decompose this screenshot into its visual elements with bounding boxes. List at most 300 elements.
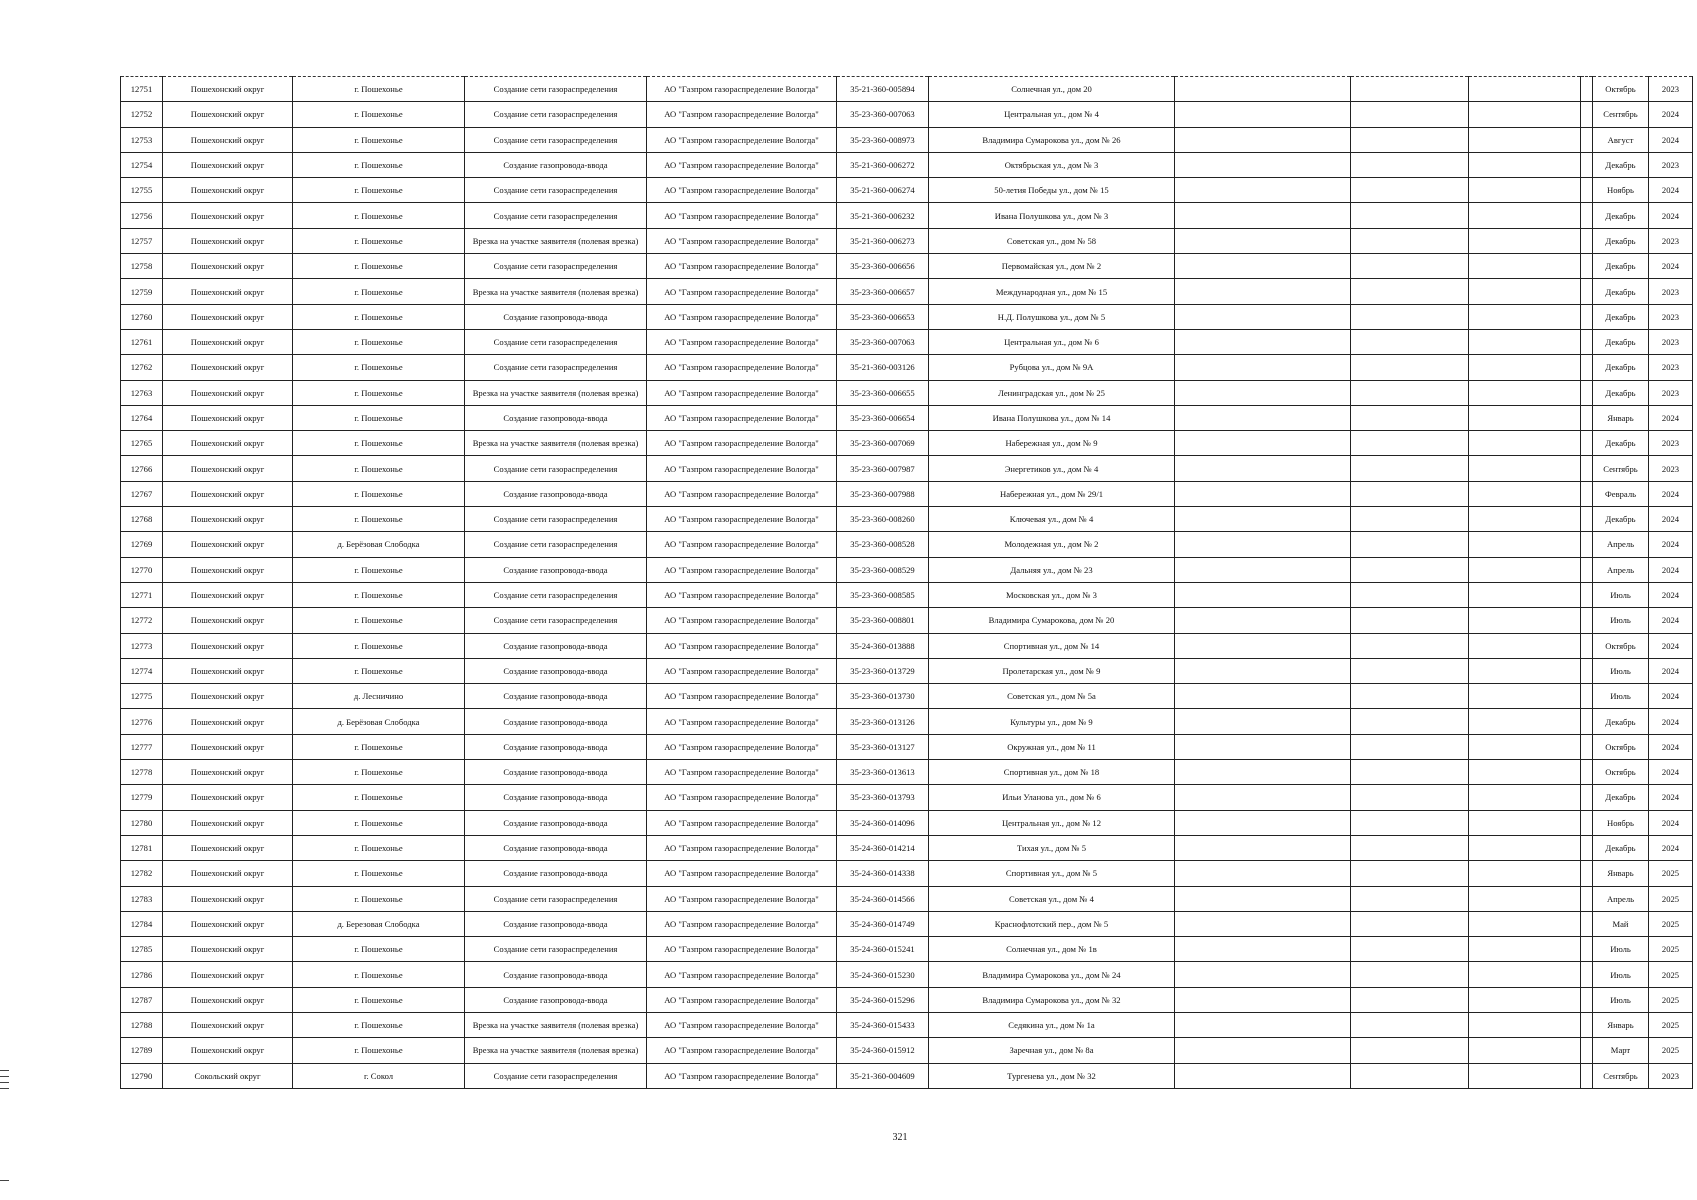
cell-operator: АО "Газпром газораспределение Вологда": [647, 329, 837, 354]
cell-c11: [1581, 152, 1593, 177]
cell-work_type: Создание газопровода-ввода: [465, 962, 647, 987]
cell-c9: [1351, 481, 1469, 506]
cell-work_type: Создание сети газораспределения: [465, 355, 647, 380]
cell-year: 2024: [1649, 102, 1693, 127]
cell-year: 2023: [1649, 228, 1693, 253]
cell-c8: [1175, 507, 1351, 532]
cell-locality: г. Пошехонье: [293, 279, 465, 304]
cell-work_type: Создание сети газораспределения: [465, 608, 647, 633]
cell-district: Пошехонский округ: [163, 684, 293, 709]
table-row: [121, 254, 1693, 279]
cell-address: Энергетиков ул., дом № 4: [929, 456, 1175, 481]
cell-cadastral_no: 35-23-360-008585: [837, 582, 929, 607]
cell-num: 12787: [121, 987, 163, 1012]
cell-cadastral_no: 35-23-360-013793: [837, 785, 929, 810]
cell-month: Май: [1593, 911, 1649, 936]
cell-cadastral_no: 35-23-360-008973: [837, 127, 929, 152]
cell-operator: АО "Газпром газораспределение Вологда": [647, 279, 837, 304]
cell-c10: [1469, 380, 1581, 405]
cell-district: Пошехонский округ: [163, 178, 293, 203]
cell-year: 2024: [1649, 633, 1693, 658]
table-row: [121, 658, 1693, 683]
cell-year: 2024: [1649, 481, 1693, 506]
cell-c8: [1175, 228, 1351, 253]
cell-operator: АО "Газпром газораспределение Вологда": [647, 582, 837, 607]
cell-cadastral_no: 35-23-360-006655: [837, 380, 929, 405]
cell-work_type: Создание газопровода-ввода: [465, 911, 647, 936]
cell-month: Апрель: [1593, 557, 1649, 582]
cell-num: 12762: [121, 355, 163, 380]
table-row: [121, 203, 1693, 228]
cell-address: Солнечная ул., дом 20: [929, 77, 1175, 102]
cell-c8: [1175, 684, 1351, 709]
cell-year: 2025: [1649, 1012, 1693, 1037]
cell-work_type: Врезка на участке заявителя (полевая врезка): [465, 228, 647, 253]
cell-c9: [1351, 658, 1469, 683]
cell-work_type: Создание сети газораспределения: [465, 937, 647, 962]
table-row: [121, 760, 1693, 785]
cell-c8: [1175, 760, 1351, 785]
cell-c11: [1581, 127, 1593, 152]
cell-operator: АО "Газпром газораспределение Вологда": [647, 557, 837, 582]
cell-locality: г. Пошехонье: [293, 962, 465, 987]
table-row: [121, 1063, 1693, 1088]
cell-c8: [1175, 304, 1351, 329]
cell-c10: [1469, 127, 1581, 152]
cell-district: Пошехонский округ: [163, 861, 293, 886]
cell-num: 12767: [121, 481, 163, 506]
cell-c8: [1175, 380, 1351, 405]
cell-address: Владимира Сумарокова ул., дом № 26: [929, 127, 1175, 152]
cell-month: Декабрь: [1593, 355, 1649, 380]
cell-year: 2023: [1649, 456, 1693, 481]
table-row: [121, 608, 1693, 633]
cell-c8: [1175, 355, 1351, 380]
cell-num: 12778: [121, 760, 163, 785]
cell-c9: [1351, 937, 1469, 962]
cell-num: 12776: [121, 709, 163, 734]
cell-address: Седякина ул., дом № 1а: [929, 1012, 1175, 1037]
cell-operator: АО "Газпром газораспределение Вологда": [647, 633, 837, 658]
scan-edge-mark: [0, 1070, 9, 1071]
cell-c10: [1469, 886, 1581, 911]
cell-address: Ленинградская ул., дом № 25: [929, 380, 1175, 405]
cell-operator: АО "Газпром газораспределение Вологда": [647, 532, 837, 557]
cell-district: Пошехонский округ: [163, 582, 293, 607]
cell-locality: г. Пошехонье: [293, 886, 465, 911]
cell-c10: [1469, 557, 1581, 582]
cell-year: 2025: [1649, 861, 1693, 886]
cell-operator: АО "Газпром газораспределение Вологда": [647, 77, 837, 102]
cell-month: Сентябрь: [1593, 1063, 1649, 1088]
cell-cadastral_no: 35-21-360-006272: [837, 152, 929, 177]
cell-address: Владимира Сумарокова ул., дом № 24: [929, 962, 1175, 987]
cell-c8: [1175, 77, 1351, 102]
cell-district: Пошехонский округ: [163, 481, 293, 506]
cell-year: 2024: [1649, 127, 1693, 152]
cell-work_type: Создание сети газораспределения: [465, 102, 647, 127]
cell-c8: [1175, 127, 1351, 152]
cell-c9: [1351, 1012, 1469, 1037]
cell-district: Пошехонский округ: [163, 152, 293, 177]
cell-locality: г. Пошехонье: [293, 557, 465, 582]
cell-c10: [1469, 152, 1581, 177]
cell-cadastral_no: 35-24-360-015230: [837, 962, 929, 987]
table-row: [121, 456, 1693, 481]
cell-operator: АО "Газпром газораспределение Вологда": [647, 254, 837, 279]
cell-district: Пошехонский округ: [163, 810, 293, 835]
cell-work_type: Создание газопровода-ввода: [465, 304, 647, 329]
cell-c10: [1469, 608, 1581, 633]
cell-operator: АО "Газпром газораспределение Вологда": [647, 304, 837, 329]
cell-district: Пошехонский округ: [163, 1038, 293, 1063]
table-row: [121, 380, 1693, 405]
cell-num: 12783: [121, 886, 163, 911]
cell-work_type: Создание газопровода-ввода: [465, 734, 647, 759]
cell-num: 12789: [121, 1038, 163, 1063]
cell-c8: [1175, 178, 1351, 203]
cell-month: Сентябрь: [1593, 456, 1649, 481]
cell-work_type: Создание газопровода-ввода: [465, 861, 647, 886]
cell-c9: [1351, 254, 1469, 279]
cell-c10: [1469, 861, 1581, 886]
cell-locality: г. Пошехонье: [293, 1012, 465, 1037]
cell-year: 2023: [1649, 329, 1693, 354]
cell-c8: [1175, 810, 1351, 835]
cell-c10: [1469, 1038, 1581, 1063]
cell-operator: АО "Газпром газораспределение Вологда": [647, 1038, 837, 1063]
cell-c11: [1581, 507, 1593, 532]
cell-work_type: Создание сети газораспределения: [465, 254, 647, 279]
cell-work_type: Создание сети газораспределения: [465, 582, 647, 607]
table-row: [121, 507, 1693, 532]
cell-address: Солнечная ул., дом № 1в: [929, 937, 1175, 962]
cell-locality: г. Пошехонье: [293, 937, 465, 962]
cell-num: 12761: [121, 329, 163, 354]
cell-c8: [1175, 329, 1351, 354]
cell-district: Пошехонский округ: [163, 102, 293, 127]
cell-num: 12751: [121, 77, 163, 102]
cell-num: 12764: [121, 405, 163, 430]
cell-c10: [1469, 1063, 1581, 1088]
cell-address: Советская ул., дом № 58: [929, 228, 1175, 253]
cell-year: 2025: [1649, 937, 1693, 962]
cell-district: Пошехонский округ: [163, 304, 293, 329]
cell-cadastral_no: 35-24-360-015241: [837, 937, 929, 962]
cell-c9: [1351, 911, 1469, 936]
cell-c9: [1351, 734, 1469, 759]
cell-c10: [1469, 304, 1581, 329]
cell-c8: [1175, 532, 1351, 557]
cell-year: 2024: [1649, 835, 1693, 860]
cell-work_type: Создание сети газораспределения: [465, 456, 647, 481]
cell-cadastral_no: 35-24-360-014566: [837, 886, 929, 911]
cell-cadastral_no: 35-23-360-007063: [837, 329, 929, 354]
cell-c10: [1469, 760, 1581, 785]
cell-c8: [1175, 987, 1351, 1012]
cell-month: Декабрь: [1593, 279, 1649, 304]
cell-district: Пошехонский округ: [163, 911, 293, 936]
cell-work_type: Создание сети газораспределения: [465, 1063, 647, 1088]
cell-num: 12790: [121, 1063, 163, 1088]
cell-address: Окружная ул., дом № 11: [929, 734, 1175, 759]
cell-c11: [1581, 962, 1593, 987]
table-row: [121, 1038, 1693, 1063]
table-row: [121, 911, 1693, 936]
cell-district: Пошехонский округ: [163, 254, 293, 279]
cell-address: Спортивная ул., дом № 14: [929, 633, 1175, 658]
cell-address: Рубцова ул., дом № 9А: [929, 355, 1175, 380]
cell-c10: [1469, 633, 1581, 658]
cell-year: 2025: [1649, 1038, 1693, 1063]
cell-month: Апрель: [1593, 532, 1649, 557]
cell-locality: д. Берёзовая Слободка: [293, 532, 465, 557]
cell-c11: [1581, 178, 1593, 203]
cell-c8: [1175, 886, 1351, 911]
cell-c8: [1175, 431, 1351, 456]
cell-c8: [1175, 254, 1351, 279]
table-row: [121, 557, 1693, 582]
cell-district: Пошехонский округ: [163, 835, 293, 860]
cell-operator: АО "Газпром газораспределение Вологда": [647, 380, 837, 405]
cell-c8: [1175, 456, 1351, 481]
cell-work_type: Создание газопровода-ввода: [465, 405, 647, 430]
cell-c11: [1581, 456, 1593, 481]
cell-work_type: Создание газопровода-ввода: [465, 835, 647, 860]
cell-address: Центральная ул., дом № 4: [929, 102, 1175, 127]
cell-month: Декабрь: [1593, 507, 1649, 532]
cell-c9: [1351, 1063, 1469, 1088]
cell-c8: [1175, 608, 1351, 633]
cell-address: Советская ул., дом № 5а: [929, 684, 1175, 709]
cell-c8: [1175, 734, 1351, 759]
cell-c8: [1175, 557, 1351, 582]
cell-locality: г. Пошехонье: [293, 405, 465, 430]
cell-locality: д. Березовая Слободка: [293, 911, 465, 936]
cell-c9: [1351, 684, 1469, 709]
cell-work_type: Врезка на участке заявителя (полевая врезка): [465, 279, 647, 304]
cell-locality: д. Лесничино: [293, 684, 465, 709]
table-row: [121, 785, 1693, 810]
cell-num: 12769: [121, 532, 163, 557]
cell-year: 2023: [1649, 77, 1693, 102]
cell-locality: г. Пошехонье: [293, 507, 465, 532]
cell-address: Краснофлотский пер., дом № 5: [929, 911, 1175, 936]
cell-work_type: Врезка на участке заявителя (полевая врезка): [465, 431, 647, 456]
cell-c10: [1469, 835, 1581, 860]
cell-address: Молодежная ул., дом № 2: [929, 532, 1175, 557]
table-row: [121, 102, 1693, 127]
cell-work_type: Создание сети газораспределения: [465, 203, 647, 228]
table-row: [121, 279, 1693, 304]
cell-year: 2023: [1649, 1063, 1693, 1088]
cell-address: Советская ул., дом № 4: [929, 886, 1175, 911]
cell-c11: [1581, 405, 1593, 430]
cell-district: Пошехонский округ: [163, 405, 293, 430]
cell-work_type: Создание газопровода-ввода: [465, 785, 647, 810]
cell-c9: [1351, 861, 1469, 886]
cell-c9: [1351, 557, 1469, 582]
cell-c9: [1351, 178, 1469, 203]
table-row: [121, 405, 1693, 430]
cell-c9: [1351, 102, 1469, 127]
cell-year: 2024: [1649, 608, 1693, 633]
cell-c9: [1351, 405, 1469, 430]
cell-work_type: Врезка на участке заявителя (полевая врезка): [465, 1038, 647, 1063]
cell-c10: [1469, 1012, 1581, 1037]
cell-c10: [1469, 254, 1581, 279]
cell-c9: [1351, 760, 1469, 785]
cell-num: 12753: [121, 127, 163, 152]
cell-work_type: Создание сети газораспределения: [465, 507, 647, 532]
cell-c11: [1581, 203, 1593, 228]
cell-locality: г. Пошехонье: [293, 582, 465, 607]
cell-c10: [1469, 658, 1581, 683]
cell-operator: АО "Газпром газораспределение Вологда": [647, 684, 837, 709]
cell-operator: АО "Газпром газораспределение Вологда": [647, 987, 837, 1012]
cell-cadastral_no: 35-24-360-014214: [837, 835, 929, 860]
cell-c11: [1581, 987, 1593, 1012]
cell-c11: [1581, 1063, 1593, 1088]
cell-c11: [1581, 734, 1593, 759]
cell-c11: [1581, 709, 1593, 734]
cell-c11: [1581, 911, 1593, 936]
cell-month: Октябрь: [1593, 77, 1649, 102]
cell-num: 12759: [121, 279, 163, 304]
cell-address: Спортивная ул., дом № 18: [929, 760, 1175, 785]
cell-work_type: Создание газопровода-ввода: [465, 684, 647, 709]
cell-district: Пошехонский округ: [163, 886, 293, 911]
cell-c10: [1469, 937, 1581, 962]
cell-month: Октябрь: [1593, 633, 1649, 658]
cell-district: Пошехонский округ: [163, 658, 293, 683]
cell-operator: АО "Газпром газораспределение Вологда": [647, 127, 837, 152]
cell-year: 2023: [1649, 355, 1693, 380]
cell-c11: [1581, 633, 1593, 658]
cell-num: 12772: [121, 608, 163, 633]
cell-work_type: Создание сети газораспределения: [465, 127, 647, 152]
cell-c8: [1175, 709, 1351, 734]
cell-c9: [1351, 582, 1469, 607]
cell-address: Международная ул., дом № 15: [929, 279, 1175, 304]
cell-c11: [1581, 1012, 1593, 1037]
cell-work_type: Создание сети газораспределения: [465, 886, 647, 911]
cell-num: 12784: [121, 911, 163, 936]
cell-cadastral_no: 35-23-360-008801: [837, 608, 929, 633]
cell-cadastral_no: 35-23-360-007987: [837, 456, 929, 481]
scan-edge-mark: [0, 1180, 9, 1181]
cell-c11: [1581, 481, 1593, 506]
cell-year: 2025: [1649, 886, 1693, 911]
table-body: [121, 77, 1693, 1089]
cell-locality: г. Сокол: [293, 1063, 465, 1088]
cell-c11: [1581, 254, 1593, 279]
cell-month: Июль: [1593, 608, 1649, 633]
cell-district: Пошехонский округ: [163, 532, 293, 557]
table-row: [121, 355, 1693, 380]
cell-cadastral_no: 35-23-360-008529: [837, 557, 929, 582]
cell-year: 2023: [1649, 431, 1693, 456]
cell-c11: [1581, 785, 1593, 810]
cell-c9: [1351, 608, 1469, 633]
cell-work_type: Создание газопровода-ввода: [465, 557, 647, 582]
cell-num: 12765: [121, 431, 163, 456]
cell-year: 2025: [1649, 987, 1693, 1012]
cell-operator: АО "Газпром газораспределение Вологда": [647, 178, 837, 203]
cell-c11: [1581, 380, 1593, 405]
cell-work_type: Создание газопровода-ввода: [465, 709, 647, 734]
cell-c10: [1469, 709, 1581, 734]
cell-locality: г. Пошехонье: [293, 77, 465, 102]
cell-address: 50-летия Победы ул., дом № 15: [929, 178, 1175, 203]
cell-month: Июль: [1593, 937, 1649, 962]
table-row: [121, 835, 1693, 860]
page-number: 321: [892, 1132, 908, 1143]
cell-operator: АО "Газпром газораспределение Вологда": [647, 861, 837, 886]
cell-operator: АО "Газпром газораспределение Вологда": [647, 886, 837, 911]
cell-address: Московская ул., дом № 3: [929, 582, 1175, 607]
cell-c11: [1581, 658, 1593, 683]
cell-c10: [1469, 962, 1581, 987]
cell-district: Пошехонский округ: [163, 1012, 293, 1037]
cell-locality: д. Берёзовая Слободка: [293, 709, 465, 734]
cell-year: 2024: [1649, 810, 1693, 835]
cell-num: 12781: [121, 835, 163, 860]
cell-operator: АО "Газпром газораспределение Вологда": [647, 810, 837, 835]
table-row: [121, 431, 1693, 456]
cell-work_type: Создание газопровода-ввода: [465, 810, 647, 835]
cell-locality: г. Пошехонье: [293, 329, 465, 354]
cell-address: Набережная ул., дом № 9: [929, 431, 1175, 456]
cell-c9: [1351, 633, 1469, 658]
cell-c10: [1469, 279, 1581, 304]
table-row: [121, 77, 1693, 102]
cell-year: 2025: [1649, 962, 1693, 987]
cell-operator: АО "Газпром газораспределение Вологда": [647, 962, 837, 987]
table-row: [121, 684, 1693, 709]
cell-operator: АО "Газпром газораспределение Вологда": [647, 203, 837, 228]
cell-c11: [1581, 77, 1593, 102]
table-row: [121, 633, 1693, 658]
cell-operator: АО "Газпром газораспределение Вологда": [647, 431, 837, 456]
table-row: [121, 532, 1693, 557]
cell-c9: [1351, 152, 1469, 177]
cell-work_type: Создание газопровода-ввода: [465, 760, 647, 785]
cell-locality: г. Пошехонье: [293, 785, 465, 810]
cell-year: 2024: [1649, 582, 1693, 607]
cell-num: 12766: [121, 456, 163, 481]
cell-c10: [1469, 684, 1581, 709]
cell-work_type: Создание сети газораспределения: [465, 178, 647, 203]
scan-edge-mark: [0, 1076, 9, 1077]
cell-year: 2024: [1649, 709, 1693, 734]
cell-c10: [1469, 507, 1581, 532]
cell-c11: [1581, 937, 1593, 962]
cell-c8: [1175, 785, 1351, 810]
cell-address: Ивана Полушкова ул., дом № 3: [929, 203, 1175, 228]
cell-c10: [1469, 77, 1581, 102]
cell-cadastral_no: 35-24-360-015912: [837, 1038, 929, 1063]
cell-operator: АО "Газпром газораспределение Вологда": [647, 405, 837, 430]
table-row: [121, 481, 1693, 506]
cell-month: Декабрь: [1593, 329, 1649, 354]
cell-c11: [1581, 861, 1593, 886]
cell-c10: [1469, 810, 1581, 835]
cell-operator: АО "Газпром газораспределение Вологда": [647, 760, 837, 785]
cell-c11: [1581, 1038, 1593, 1063]
cell-c10: [1469, 431, 1581, 456]
cell-operator: АО "Газпром газораспределение Вологда": [647, 456, 837, 481]
